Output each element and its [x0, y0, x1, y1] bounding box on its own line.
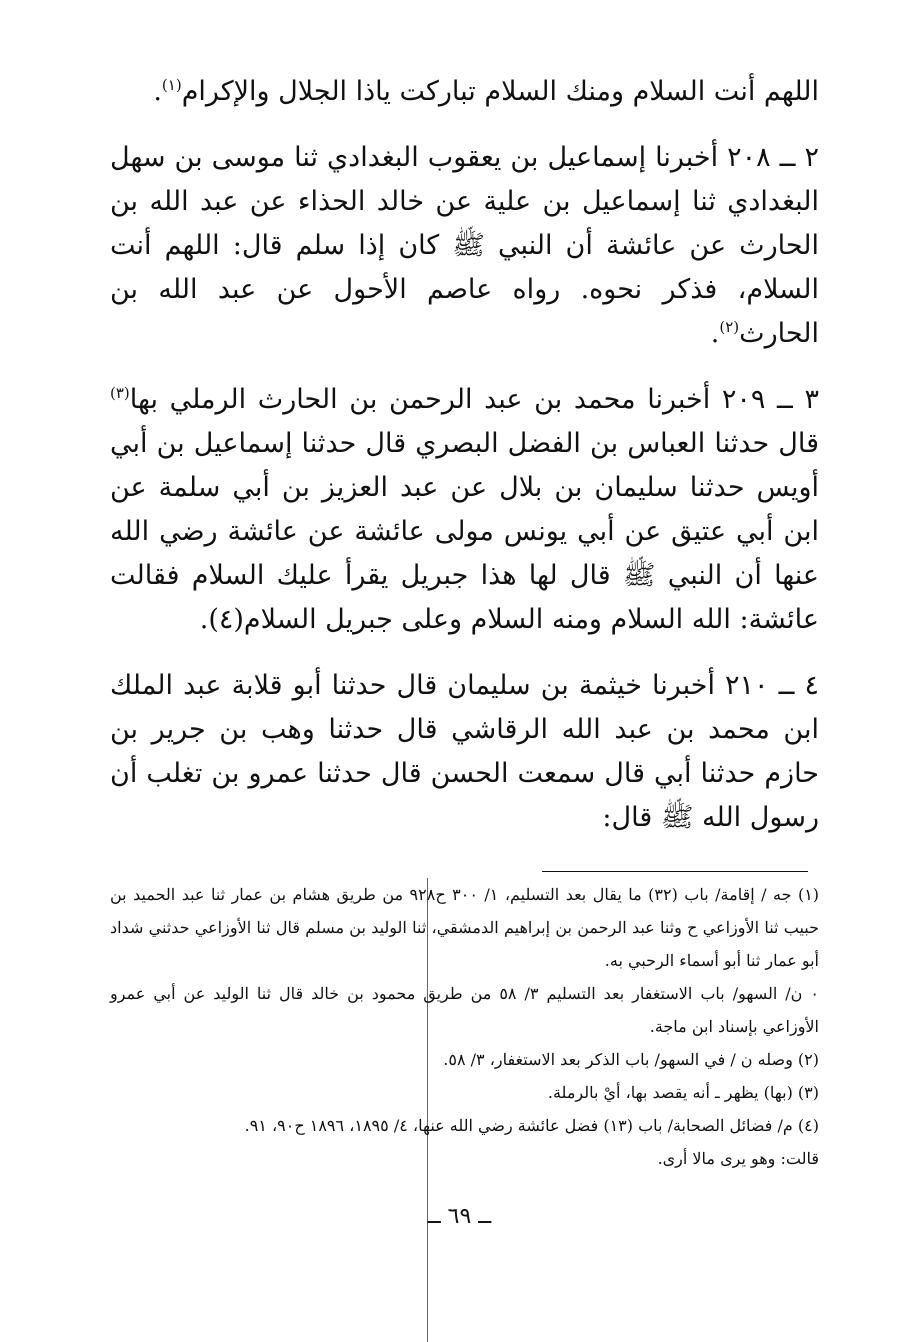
- paragraph-2-tail: .: [710, 318, 720, 349]
- paragraph-1-tail: .: [153, 76, 162, 107]
- footnote-1-continued: ٠ ن/ السهو/ باب الاستغفار بعد التسليم ٣/ ٥٨ من طريق محمود بن خالد قال ثنا الوليد عن أبي عمرو الأوزاعي بإسناد ابن ماجة.: [110, 984, 819, 1036]
- footnote-separator: [542, 871, 808, 872]
- footnote-4-continued: قالت: وهو يرى مالا أرى.: [657, 1149, 819, 1168]
- footnote-4: (٤) م/ فضائل الصحابة/ باب (١٣) فضل عائشة رضي الله عنها، ٤/ ١٨٩٥، ١٨٩٦ ح٩٠، ٩١.: [244, 1116, 819, 1135]
- footnote-1: (١) جه / إقامة/ باب (٣٢) ما يقال بعد التسليم، ١/ ٣٠٠ ح٩٢٨ من طريق هشام بن عمار ثنا عبد الحميد بن حبيب ثنا الأوزاعي ح وثنا عبد الرحمن بن إبراهيم الدمشقي، ثنا الوليد بن مسلم قال ثنا الأوزاعي حدثني شداد أبو عمار ثنا أبو أسماء الرحبي به.: [110, 885, 820, 970]
- footnote-ref-2: (٢): [719, 318, 740, 336]
- footnote-2: (٢) وصله ن / في السهو/ باب الذكر بعد الاستغفار، ٣/ ٥٨.: [443, 1050, 819, 1069]
- paragraph-1-text: اللهم أنت السلام ومنك السلام تباركت ياذا الجلال والإكرام: [181, 76, 819, 107]
- paragraph-3: [110, 378, 819, 642]
- footnotes: [110, 878, 819, 1175]
- paragraph-4-text: ٤ ــ ٢١٠ أخبرنا خيثمة بن سليمان قال حدثنا أبو قلابة عبد الملك ابن محمد بن عبد الله الرقاشي قال حدثنا وهب بن جرير بن حازم حدثنا أبي قال سمعت الحسن قال حدثنا عمرو بن تغلب أن رسول الله ﷺ قال:: [110, 670, 819, 833]
- paragraph-3-tail: قال حدثنا العباس بن الفضل البصري قال حدثنا إسماعيل بن أبي أويس حدثنا سليمان بن بلال عن عبد العزيز بن أبي سلمة عن ابن أبي عتيق عن أبي يونس مولى عائشة عن عائشة رضي الله عنها أن النبي ﷺ قال لها هذا جبريل يقرأ عليك السلام فقالت عائشة: الله السلام ومنه السلام وعلى جبريل السلام(٤).: [110, 428, 819, 635]
- footnote-ref-3: (٣): [110, 384, 130, 402]
- paragraph-2: [110, 136, 819, 356]
- paragraph-1: [110, 70, 819, 114]
- main-text: [110, 70, 819, 862]
- paragraph-4: [110, 664, 819, 840]
- page-number: ــ ٦٩ ــ: [427, 1204, 492, 1229]
- paragraph-2-text: ٢ ــ ٢٠٨ أخبرنا إسماعيل بن يعقوب البغدادي ثنا موسى بن سهل البغدادي ثنا إسماعيل بن علية عن خالد الحذاء عن عبد الله بن الحارث عن عائشة أن النبي ﷺ كان إذا سلم قال: اللهم أنت السلام، فذكر نحوه. رواه عاصم الأحول عن عبد الله بن الحارث: [110, 142, 819, 349]
- paragraph-3-text: ٣ ــ ٢٠٩ أخبرنا محمد بن عبد الرحمن بن الحارث الرملي بها: [129, 384, 819, 415]
- footnote-ref-1: (١): [161, 76, 182, 94]
- footnote-3: (٣) (بها) يظهر ـ أنه يقصد بها، أيْ بالرملة.: [547, 1083, 819, 1102]
